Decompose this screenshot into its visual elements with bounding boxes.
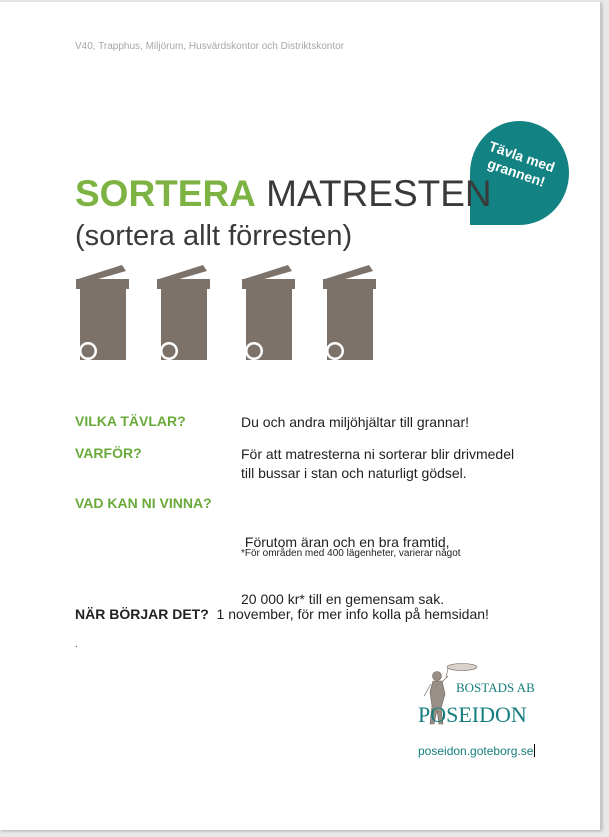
trash-bin-icon — [323, 265, 379, 363]
start-text: 1 november, för mer info kolla på hemsidan! — [208, 606, 489, 622]
question-label: VILKA TÄVLAR? — [75, 413, 186, 429]
badge-text: Tävla med grannen! — [485, 137, 557, 190]
header-text: V40, Trapphus, Miljörum, Husvärdskontor och Distriktskontor — [75, 41, 344, 52]
start-label: NÄR BÖRJAR DET? — [75, 606, 209, 622]
trash-bin-icon — [157, 265, 213, 363]
text-cursor — [534, 744, 535, 757]
answer-line: till bussar i stan och naturligt gödsel. — [241, 465, 467, 481]
answer-line: Förutom äran och en bra framtid, — [241, 534, 450, 550]
answer-text — [241, 495, 450, 647]
trash-bin-icon — [76, 265, 132, 363]
start-info — [75, 606, 489, 622]
question-label: VARFÖR? — [75, 445, 142, 461]
logo-line2: POSEIDON — [418, 702, 527, 727]
url-text[interactable]: poseidon.goteborg.se — [418, 744, 534, 758]
document-page — [0, 2, 601, 830]
answer-text — [241, 413, 469, 432]
logo-line1: BOSTADS AB — [456, 680, 535, 695]
answer-text — [241, 445, 514, 483]
answer-line: För att matresterna ni sorterar blir drivmedel — [241, 446, 515, 462]
title-rest: MATRESTEN — [255, 173, 492, 214]
footnote: *För områden med 400 lägenheter, varierar något — [241, 548, 461, 559]
poseidon-logo — [412, 662, 537, 732]
title-strong: SORTERA — [75, 173, 256, 214]
question-label: VAD KAN NI VINNA? — [75, 495, 212, 511]
trash-bin-icon — [242, 265, 298, 363]
page-subtitle: (sortera allt förresten) — [75, 220, 353, 252]
answer-line: 20 000 kr* till en gemensam sak. — [241, 591, 445, 607]
answer-line: Du och andra miljöhjältar till grannar! — [241, 414, 469, 430]
page-title — [75, 172, 492, 216]
stray-dot: . — [75, 639, 78, 650]
website-url[interactable] — [418, 744, 535, 758]
